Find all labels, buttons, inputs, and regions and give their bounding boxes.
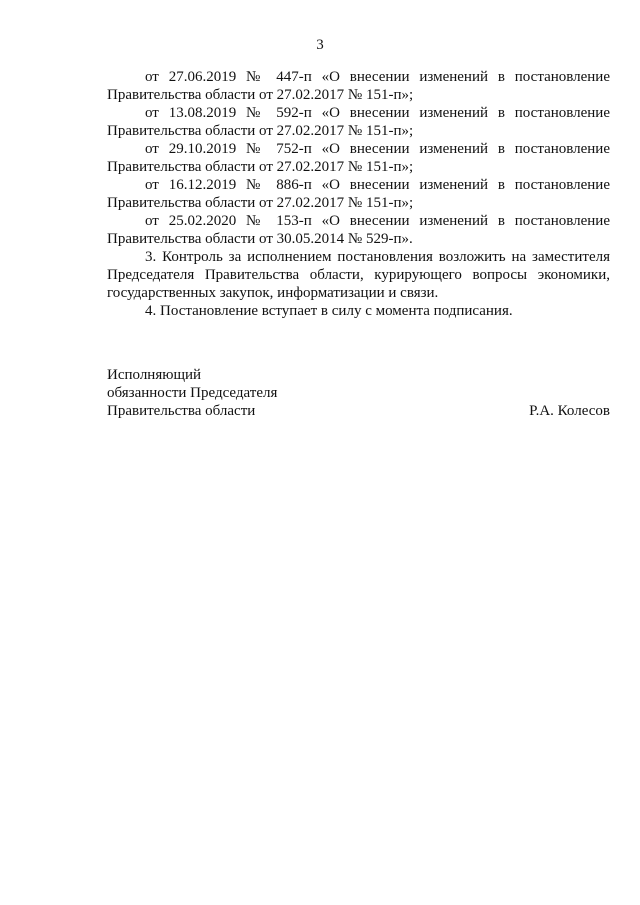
signatory-position-line: обязанности Председателя <box>107 385 278 401</box>
paragraph-control-assignment: 3. Контроль за исполнением постановления возложить на заместителя Председателя Правительства области, курирующего вопросы экономики, государственных закупок, информатизации и связи. <box>107 249 610 301</box>
decree-reference: от 27.06.2019 № 447-п «О внесении изменений в постановление <box>145 69 610 85</box>
decree-item <box>107 176 610 212</box>
signature-row <box>107 402 610 420</box>
decree-item <box>107 68 610 104</box>
decree-item <box>107 212 610 248</box>
signatory-position-line: Исполняющий <box>107 367 202 383</box>
decree-reference: от 25.02.2020 № 153-п «О внесении изменений в постановление <box>145 213 610 229</box>
decree-reference-continuation: Правительства области от 30.05.2014 № 529-п». <box>107 231 413 247</box>
signature-block <box>107 366 610 420</box>
decree-item <box>107 104 610 140</box>
decree-reference: от 16.12.2019 № 886-п «О внесении изменений в постановление <box>145 177 610 193</box>
signatory-name: Р.А. Колесов <box>529 403 610 419</box>
decree-item <box>107 140 610 176</box>
decree-reference-continuation: Правительства области от 27.02.2017 № 151-п»; <box>107 123 414 139</box>
decree-reference: от 13.08.2019 № 592-п «О внесении изменений в постановление <box>145 105 610 121</box>
decree-reference-continuation: Правительства области от 27.02.2017 № 151-п»; <box>107 195 414 211</box>
signatory-position-line: Правительства области <box>107 403 256 419</box>
page-number: 3 <box>316 37 324 53</box>
document-body <box>107 68 610 320</box>
decree-reference: от 29.10.2019 № 752-п «О внесении изменений в постановление <box>145 141 610 157</box>
paragraph-effective-date: 4. Постановление вступает в силу с момента подписания. <box>145 303 513 319</box>
decree-reference-continuation: Правительства области от 27.02.2017 № 151-п»; <box>107 159 414 175</box>
decree-reference-continuation: Правительства области от 27.02.2017 № 151-п»; <box>107 87 414 103</box>
